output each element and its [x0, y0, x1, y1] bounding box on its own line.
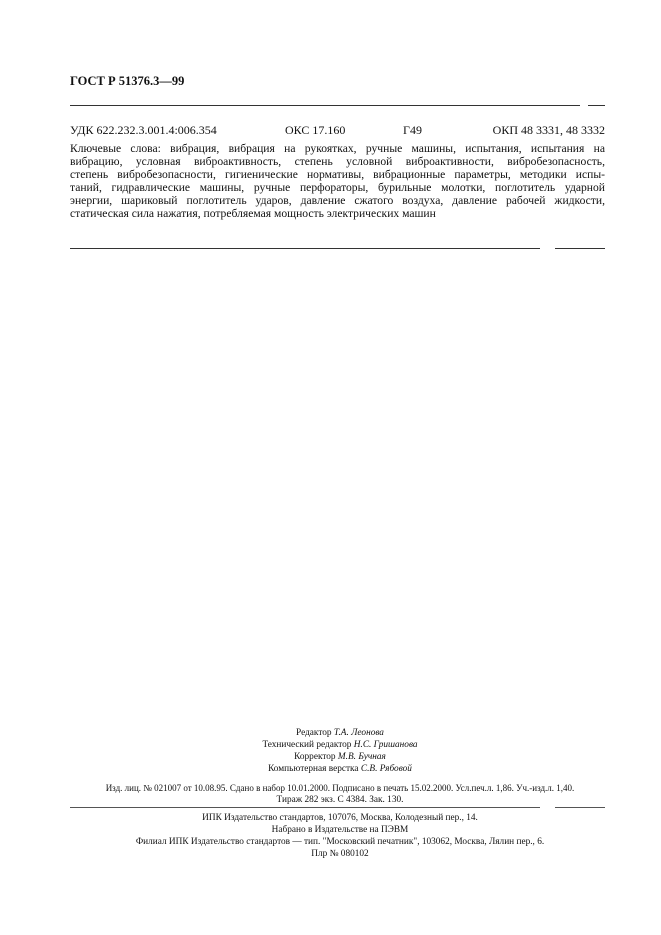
standard-number: ГОСТ Р 51376.3—99	[70, 74, 185, 88]
keywords-line: энергии, шариковый поглотитель ударов, давление сжатого воздуха, давление рабочей жидкости,	[70, 194, 605, 208]
publisher-line: Филиал ИПК Издательство стандартов — тип. "Московский печатник", 103062, Москва, Лялин пер., 6.	[135, 837, 545, 847]
publisher-line: Плр № 080102	[311, 849, 369, 859]
keywords-line: вибрацию, условная виброактивность, степень условной виброактивности, вибробезопасность,	[70, 155, 605, 169]
keywords-paragraph	[70, 142, 605, 221]
imprint-line: Тираж 282 экз. С 4384. Зак. 130.	[276, 795, 404, 805]
oks-code: ОКС 17.160	[285, 123, 346, 137]
keywords-line: степень вибробезопасности, гигиенические нормативы, вибрационные параметры, методики испы-	[70, 168, 605, 182]
divider	[70, 807, 540, 808]
divider	[588, 105, 605, 106]
divider	[555, 248, 605, 249]
divider	[70, 248, 540, 249]
imprint-line: Изд. лиц. № 021007 от 10.08.95. Сдано в набор 10.01.2000. Подписано в печать 15.02.2000. Усл.печ.л. 1,86. Уч.-изд.л. 1,40.	[105, 783, 575, 793]
udk-code: УДК 622.232.3.001.4:006.354	[70, 123, 217, 137]
keywords-line: Ключевые слова: вибрация, вибрация на рукоятках, ручные машины, испытания, испытания на	[70, 142, 605, 155]
group-code: Г49	[403, 123, 422, 137]
okp-code: ОКП 48 3331, 48 3332	[492, 123, 605, 137]
divider	[70, 105, 580, 106]
publisher-line: ИПК Издательство стандартов, 107076, Москва, Колодезный пер., 14.	[202, 813, 478, 823]
credit-line: Редактор Т.А. Леонова	[296, 728, 384, 738]
keywords-line: статическая сила нажатия, потребляемая мощность электрических машин	[70, 207, 436, 221]
divider	[555, 807, 605, 808]
keywords-line: таний, гидравлические машины, ручные перфораторы, бурильные молотки, поглотитель ударной	[70, 181, 605, 195]
credit-line: Корректор М.В. Бучная	[294, 752, 386, 762]
publisher-line: Набрано в Издательстве на ПЭВМ	[271, 825, 409, 835]
credit-line: Компьютерная верстка С.В. Рябовой	[268, 764, 412, 774]
credit-line: Технический редактор Н.С. Гришанова	[262, 740, 418, 750]
